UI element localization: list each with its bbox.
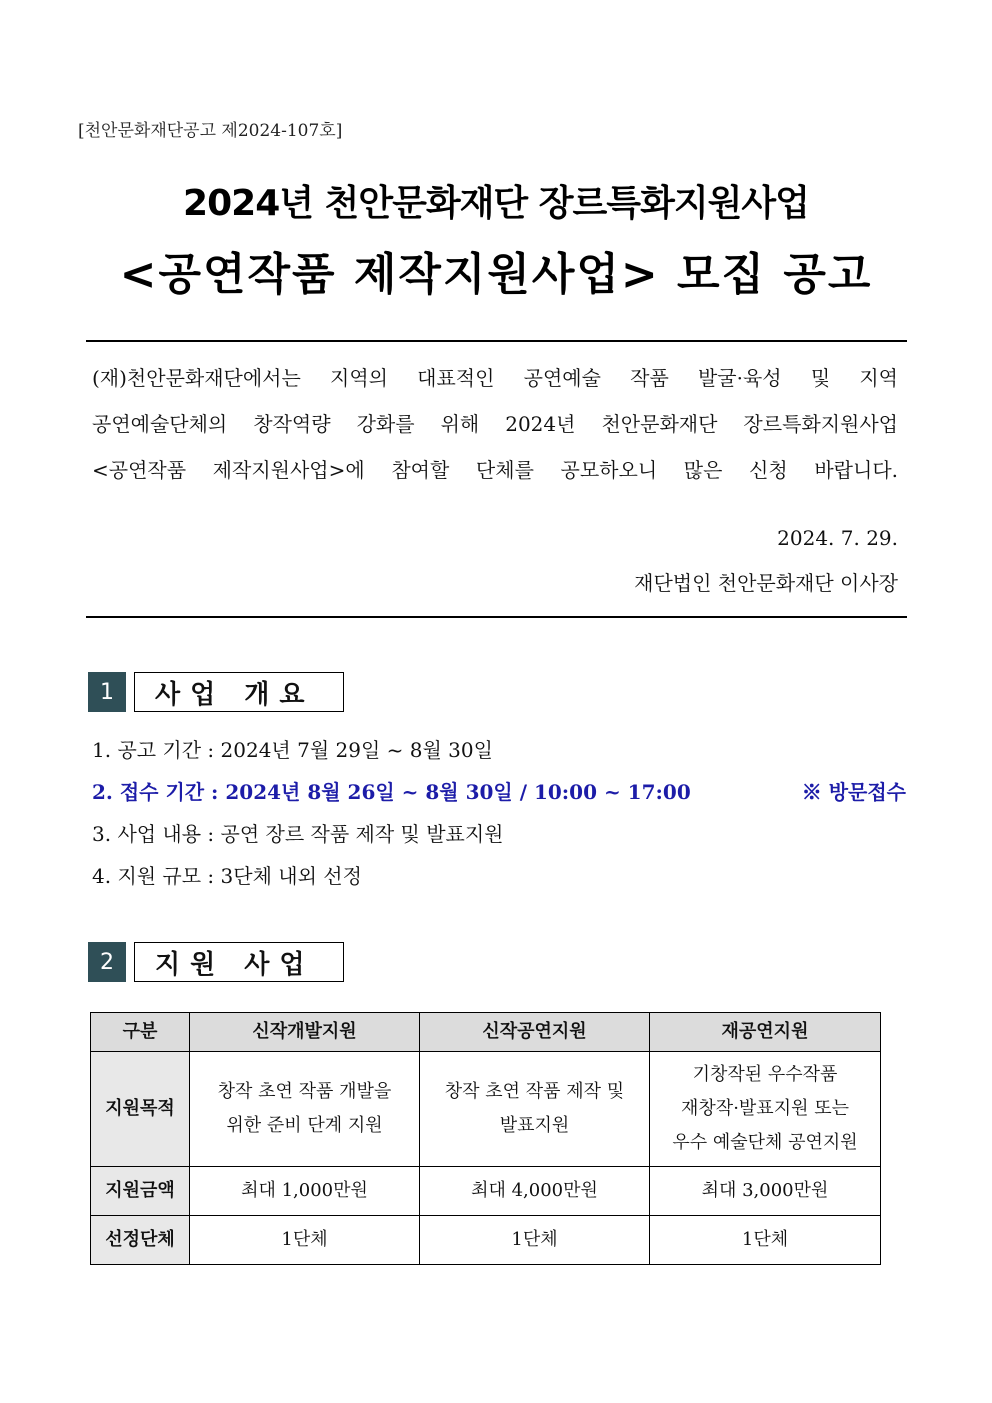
intro-line: <공연작품 제작지원사업>에 참여할 단체를 공모하오니 많은 신청 바랍니다. bbox=[92, 458, 898, 482]
table-row bbox=[91, 1216, 881, 1265]
section-1-header bbox=[88, 672, 344, 712]
support-table bbox=[90, 1012, 881, 1265]
intro-paragraph bbox=[92, 355, 898, 493]
row-label: 선정단체 bbox=[91, 1216, 190, 1265]
notice-number: [천안문화재단공고 제2024-107호] bbox=[78, 121, 343, 141]
table-cell: 최대 1,000만원 bbox=[190, 1167, 420, 1216]
notice-date: 2024. 7. 29. bbox=[777, 526, 898, 550]
top-divider bbox=[86, 340, 907, 342]
list-item: 4. 지원 규모 : 3단체 내외 선정 bbox=[92, 864, 362, 888]
table-header: 구분 bbox=[91, 1013, 190, 1052]
section-title: 지원 사업 bbox=[134, 942, 344, 982]
table-header: 신작공연지원 bbox=[420, 1013, 650, 1052]
section-number: 1 bbox=[88, 672, 126, 712]
table-header: 신작개발지원 bbox=[190, 1013, 420, 1052]
section-2-header bbox=[88, 942, 344, 982]
table-cell: 창작 초연 작품 제작 및 발표지원 bbox=[420, 1052, 650, 1167]
section-title: 사업 개요 bbox=[134, 672, 344, 712]
reception-period: 2. 접수 기간 : 2024년 8월 26일 ~ 8월 30일 / 10:00 ~ 17:00 bbox=[92, 780, 691, 804]
intro-line: 공연예술단체의 창작역량 강화를 위해 2024년 천안문화재단 장르특화지원사업 bbox=[92, 412, 898, 436]
row-label: 지원금액 bbox=[91, 1167, 190, 1216]
intro-line: (재)천안문화재단에서는 지역의 대표적인 공연예술 작품 발굴·육성 및 지역 bbox=[92, 366, 898, 390]
overview-list bbox=[92, 730, 912, 898]
table-cell: 기창작된 우수작품 재창작·발표지원 또는 우수 예술단체 공연지원 bbox=[650, 1052, 881, 1167]
section-number: 2 bbox=[88, 942, 126, 982]
bottom-divider bbox=[86, 616, 907, 618]
visit-note: ※ 방문접수 bbox=[801, 780, 906, 804]
table-header-row bbox=[91, 1013, 881, 1052]
table-row bbox=[91, 1052, 881, 1167]
table-cell: 1단체 bbox=[420, 1216, 650, 1265]
table-header: 재공연지원 bbox=[650, 1013, 881, 1052]
list-item-highlight bbox=[92, 772, 912, 814]
issuer: 재단법인 천안문화재단 이사장 bbox=[634, 571, 898, 595]
list-item: 1. 공고 기간 : 2024년 7월 29일 ~ 8월 30일 bbox=[92, 738, 493, 762]
page-title-line1: 2024년 천안문화재단 장르특화지원사업 bbox=[183, 183, 809, 224]
table-cell: 창작 초연 작품 개발을 위한 준비 단계 지원 bbox=[190, 1052, 420, 1167]
table-cell: 1단체 bbox=[190, 1216, 420, 1265]
page-title-line2: <공연작품 제작지원사업> 모집 공고 bbox=[119, 249, 873, 300]
table-cell: 최대 4,000만원 bbox=[420, 1167, 650, 1216]
list-item: 3. 사업 내용 : 공연 장르 작품 제작 및 발표지원 bbox=[92, 822, 504, 846]
table-cell: 최대 3,000만원 bbox=[650, 1167, 881, 1216]
table-row bbox=[91, 1167, 881, 1216]
row-label: 지원목적 bbox=[91, 1052, 190, 1167]
table-cell: 1단체 bbox=[650, 1216, 881, 1265]
